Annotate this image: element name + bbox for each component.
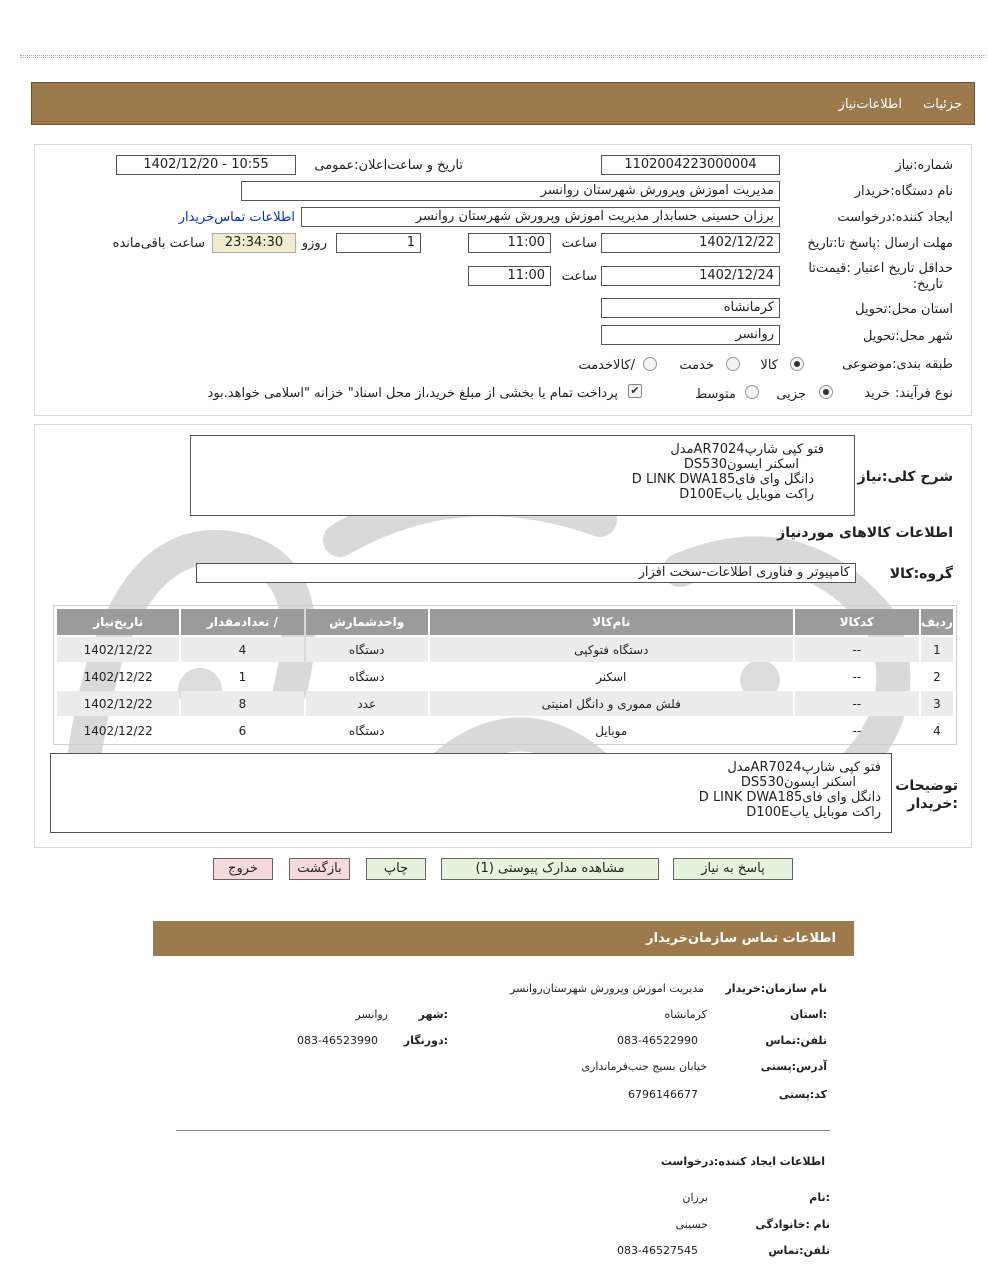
treasury-checkbox[interactable]: ✔ [628, 384, 642, 398]
creator-name: برزان [682, 1191, 708, 1204]
contact-fax-label: :دورنگار [403, 1034, 448, 1047]
buyer-notes-textbox [50, 753, 892, 833]
cell-unit: عدد [306, 691, 428, 716]
back-button[interactable]: بازگشت [289, 858, 350, 880]
remaining-label: ساعت باقی‌مانده [112, 236, 205, 251]
col-date: تاریخ‌نیاز [57, 609, 179, 635]
category-option-service: خدمت [679, 358, 714, 373]
notes-line-2: اسکنر ایسونDS530 [740, 775, 856, 790]
process-option-medium: متوسط [695, 387, 736, 402]
cell-qty: 8 [181, 691, 303, 716]
description-line-1: فتو کپی شارپAR7024مدل [670, 442, 824, 457]
cell-qty: 4 [181, 637, 303, 662]
table-row [57, 691, 953, 716]
category-label: طبقه بندی:موضوعی [842, 357, 953, 372]
deadline-time-label: ساعت [561, 236, 597, 251]
contact-province-label: :استان [790, 1008, 827, 1021]
cell-unit: دستگاه [348, 669, 385, 684]
col-code: کدکالا [795, 609, 919, 635]
cell-qty: 6 [238, 723, 247, 738]
buyer-org-field: مدیریت اموزش وپرورش شهرستان روانسر [241, 181, 780, 201]
treasury-note: پرداخت تمام یا بخشی از مبلغ خرید،از محل اسناد" خزانه "اسلامی خواهد.بود [207, 386, 618, 401]
creator-family-label: نام :خانوادگی [755, 1218, 830, 1231]
province-label: استان محل:تحویل [855, 302, 953, 317]
description-label: شرح کلی:نیاز [857, 469, 953, 485]
contact-province: کرمانشاه [664, 1008, 707, 1021]
validity-time-label: ساعت [561, 269, 597, 284]
creator-phone-label: تلفن:تماس [768, 1244, 830, 1257]
contact-postal-label: کد:پستی [778, 1088, 827, 1101]
cell-name: فلش مموری و دانگل امنیتی [430, 691, 793, 716]
header-bar [31, 82, 975, 125]
creator-label: ایجاد کننده:درخواست [837, 210, 953, 225]
city-label: شهر محل:تحویل [863, 329, 953, 344]
description-line-4: راکت موبایل یابD100E [679, 487, 814, 502]
deadline-time-field: 11:00 [468, 233, 551, 253]
notes-line-4: راکت موبایل یابD100E [746, 805, 881, 820]
table-row [57, 664, 953, 689]
days-label: روزو [301, 236, 327, 251]
notes-line-1: فتو کپی شارپAR7024مدل [727, 760, 881, 775]
cell-row: 3 [921, 691, 953, 716]
category-option-goods-service: /کالاخدمت [578, 358, 635, 373]
notes-line-3: دانگل وای فایD LINK DWA185 [698, 790, 881, 805]
buyer-notes-label-2: :خریدار [907, 796, 958, 812]
cell-date: 1402/12/22 [83, 723, 153, 738]
exit-button[interactable]: خروج [213, 858, 273, 880]
cell-code: -- [795, 637, 919, 662]
col-unit: واحدشمارش [306, 609, 428, 635]
items-table [55, 607, 955, 745]
cell-name: دستگاه فتوکپی [430, 637, 793, 662]
contact-fax: 083-46523990 [297, 1034, 378, 1047]
table-row [57, 718, 953, 743]
description-textbox [190, 435, 855, 516]
goods-title: اطلاعات کالاهای موردنیاز [777, 525, 953, 541]
creator-family: حسینی [675, 1218, 708, 1231]
validity-label-1: حداقل تاریخ اعتبار :قیمت‌تا [808, 261, 953, 276]
cell-row: 1 [921, 637, 953, 662]
category-option-goods: کالا [760, 358, 778, 373]
creator-name-label: :نام [809, 1191, 830, 1204]
category-radio-goods[interactable] [790, 357, 804, 371]
attachments-button[interactable]: مشاهده مدارک پیوستی (1) [441, 858, 659, 880]
process-buy-label: خرید [864, 386, 890, 401]
creator-phone: 083-46527545 [617, 1244, 698, 1257]
process-radio-minor[interactable] [819, 385, 833, 399]
group-label: گروه:کالا [889, 566, 953, 582]
cell-name: اسکنر [596, 669, 627, 684]
process-radio-medium[interactable] [745, 385, 759, 399]
contact-city-label: :شهر [418, 1008, 448, 1021]
group-field: کامپیوتر و فناوری اطلاعات-سخت افزار [196, 563, 856, 583]
tab-need-info[interactable]: اطلاعات‌نیاز [838, 97, 902, 112]
cell-row: 2 [933, 669, 941, 684]
contact-address-label: آدرس:پستی [760, 1060, 827, 1073]
print-button[interactable]: چاپ [366, 858, 426, 880]
validity-time-field: 11:00 [468, 266, 551, 286]
process-label: نوع فرآیند: [895, 386, 953, 401]
deadline-label: مهلت ارسال :پاسخ تا:تاریخ [807, 236, 953, 251]
buyer-notes-label-1: توضیحات [895, 778, 958, 794]
category-radio-service[interactable] [726, 357, 740, 371]
col-name: نام‌کالا [430, 609, 793, 635]
need-number-label: شماره:نیاز [895, 158, 953, 173]
cell-unit: دستگاه [348, 723, 385, 738]
contact-address: خیابان بسیج جنب‌فرمانداری [581, 1060, 707, 1073]
table-header-row [57, 609, 953, 635]
contact-divider [176, 1130, 830, 1131]
need-number-field: 1102004223000004 [601, 155, 780, 175]
announce-field: 1402/12/20 - 10:55 [116, 155, 296, 175]
cell-date: 1402/12/22 [57, 691, 179, 716]
creator-info-title: اطلاعات ایجاد کننده:درخواست [660, 1155, 825, 1168]
city-field: روانسر [601, 325, 780, 345]
contact-section-header [153, 921, 854, 956]
contact-phone: 083-46522990 [617, 1034, 698, 1047]
announce-label: تاریخ و ساعت‌اعلان:عمومی [314, 158, 463, 173]
top-separator [20, 55, 986, 58]
buyer-contact-link[interactable]: اطلاعات تماس‌خریدار [178, 210, 295, 225]
province-field: کرمانشاه [601, 298, 780, 318]
contact-org-label: نام سازمان:خریدار [725, 982, 827, 995]
cell-date: 1402/12/22 [57, 637, 179, 662]
contact-title: اطلاعات تماس سازمان‌خریدار [646, 931, 836, 946]
contact-city: روانسر [355, 1008, 388, 1021]
cell-code: -- [795, 691, 919, 716]
contact-org: مدیریت اموزش وپرورش شهرستان‌روانسر [510, 982, 704, 995]
tab-details[interactable]: جزئیات [923, 97, 962, 112]
reply-button[interactable]: پاسخ به نیاز [673, 858, 793, 880]
validity-date-field: 1402/12/24 [601, 266, 780, 286]
cell-code: -- [852, 723, 862, 738]
cell-code: -- [852, 669, 862, 684]
cell-name: موبایل [595, 723, 628, 738]
days-field: 1 [336, 233, 421, 253]
description-line-2: اسکنر ایسونDS530 [683, 457, 799, 472]
cell-unit: دستگاه [306, 637, 428, 662]
category-radio-goods-service[interactable] [643, 357, 657, 371]
col-qty: / تعدادمقدار [181, 609, 303, 635]
contact-phone-label: تلفن:تماس [765, 1034, 827, 1047]
process-option-minor: جزیی [776, 387, 806, 402]
remaining-time-badge: 23:34:30 [212, 233, 296, 253]
buyer-org-label: نام دستگاه:خریدار [854, 184, 953, 199]
deadline-date-field: 1402/12/22 [601, 233, 780, 253]
validity-label-2: تاریخ: [912, 277, 943, 292]
cell-row: 4 [933, 723, 941, 738]
col-row: ردیف [921, 609, 953, 635]
cell-date: 1402/12/22 [83, 669, 153, 684]
table-row [57, 637, 953, 662]
description-line-3: دانگل وای فایD LINK DWA185 [631, 472, 814, 487]
cell-qty: 1 [238, 669, 247, 684]
contact-postal: 6796146677 [628, 1088, 698, 1101]
creator-field: برزان حسینی حسابدار مدیریت اموزش وپرورش شهرستان روانسر [301, 207, 780, 227]
